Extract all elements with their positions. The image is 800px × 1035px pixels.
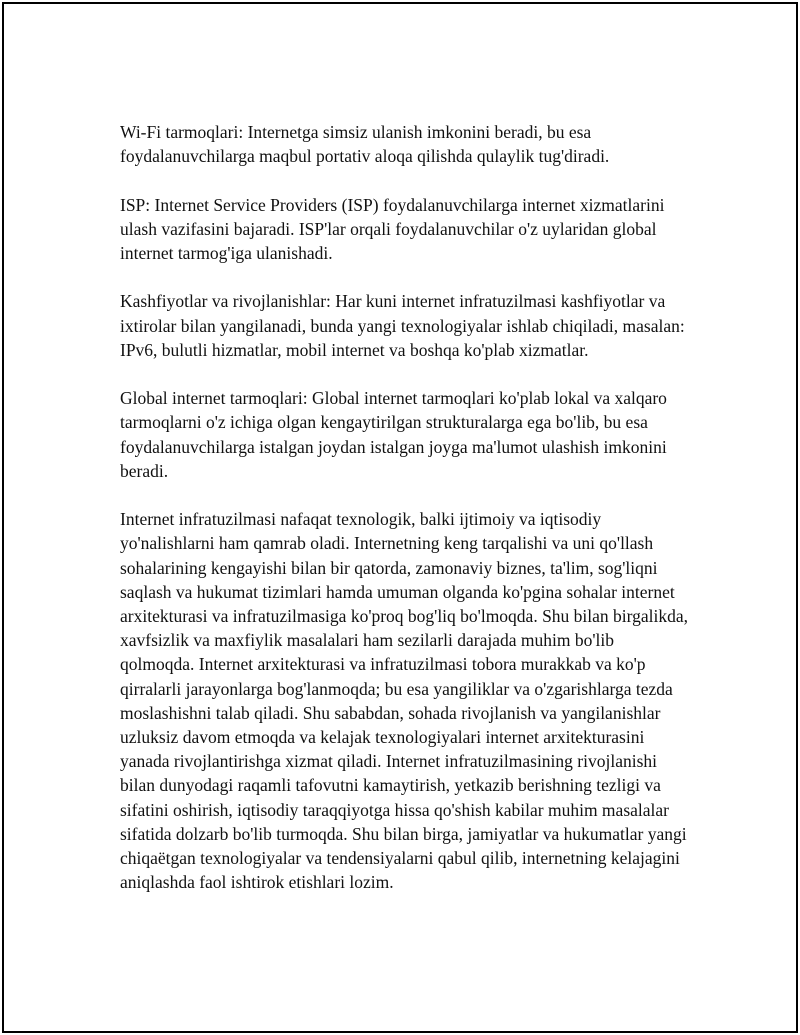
paragraph-isp: ISP: Internet Service Providers (ISP) foydalanuvchilarga internet xizmatlarini ulash vazifasini bajaradi. ISP'lar orqali foydalanuvchilar o'z uylaridan global internet tarmog'iga ulanishadi. bbox=[120, 194, 665, 263]
page-frame bbox=[2, 2, 798, 1033]
paragraph-infrastructure: Internet infratuzilmasi nafaqat texnologik, balki ijtimoiy va iqtisodiy yo'nalishlarni ham qamrab oladi. Internetning keng tarqalishi va uni qo'llash sohalarining kengayishi bilan bir qatorda, zamonaviy biznes, ta'lim, sog'liqni saqlash va hukumat tizimlari hamda umuman olganda ko'pgina sohalar internet arxitekturasi va infratuzilmasiga ko'proq bog'liq bo'lmoqda. Shu bilan birgalikda, xavfsizlik va maxfiylik masalalari ham sezilarli darajada muhim bo'lib qolmoqda. Internet arxitekturasi va infratuzilmasi tobora murakkab va ko'p qirralarli jarayonlarga bog'lanmoqda; bu esa yangiliklar va o'zgarishlarga tezda moslashishni talab qiladi. Shu sababdan, sohada rivojlanish va yangilanishlar uzluksiz davom etmoqda va kelajak texnologiyalari internet arxitekturasini yanada rivojlantirishga xizmat qiladi. Internet infratuzilmasining rivojlanishi bilan dunyodagi raqamli tafovutni kamaytirish, yetkazib berishning tezligi va sifatini oshirish, iqtisodiy taraqqiyotga hissa qo'shish kabilar muhim masalalar sifatida dolzarb bo'lib turmoqda. Shu bilan birga, jamiyatlar va hukumatlar yangi chiqaëtgan texnologiyalar va tendensiyalarni qabul qilib, internetning kelajagini aniqlashda faol ishtirok etishlari lozim. bbox=[120, 509, 689, 893]
paragraph-discoveries: Kashfiyotlar va rivojlanishlar: Har kuni internet infratuzilmasi kashfiyotlar va ixtirolar bilan yangilanadi, bunda yangi texnologiyalar ishlab chiqiladi, masalan: IPv6, bulutli hizmatlar, mobil internet va boshqa ko'plab xizmatlar. bbox=[120, 291, 685, 360]
document-body bbox=[120, 120, 692, 894]
paragraph-global-networks: Global internet tarmoqlari: Global internet tarmoqlari ko'plab lokal va xalqaro tarmoqlarni o'z ichiga olgan kengaytirilgan strukturalarga ega bo'lib, bu esa foydalanuvchilarga istalgan joydan istalgan joyga ma'lumot ulashish imkonini beradi. bbox=[120, 388, 667, 481]
paragraph-wifi: Wi-Fi tarmoqlari: Internetga simsiz ulanish imkonini beradi, bu esa foydalanuvchilarga maqbul portativ aloqa qilishda qulaylik tug'diradi. bbox=[120, 122, 610, 167]
